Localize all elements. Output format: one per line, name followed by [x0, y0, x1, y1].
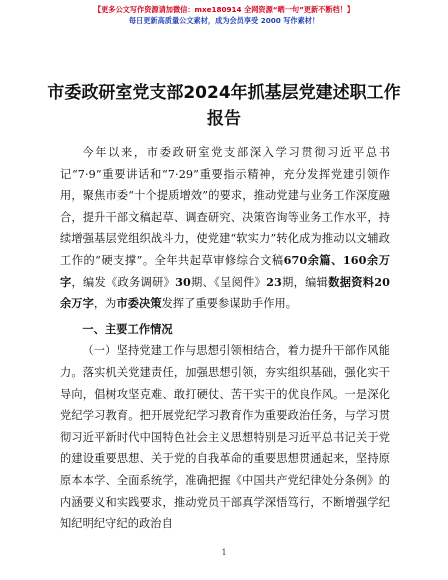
section-heading: 一、主要工作情况	[82, 322, 173, 336]
document-title: 市委政研室党支部2024年抓基层党建述职工作报告	[47, 83, 401, 129]
document-body	[60, 142, 390, 535]
page-number: 1	[221, 548, 227, 557]
section-paragraph: （一）坚持党建工作与思想引领相结合，着力提升干部作风能力。落实机关党建责任，加强思想引领，夯实组织基础，强化实干导向，倡树攻坚克难、敢打硬仗、苦干实干的优良作风。一是深化党纪学习教育。把开展党纪学习教育作为重要政治任务，与学习贯彻习近平新时代中国特色社会主义思想特别是习近平总书记关于党的建设重要思想、关于党的自我革命的重要思想贯通起来，坚持原原本本学、全面系统学，准确把握《中国共产党纪律处分条例》的内涵要义和实践要求，推动党员干部真学深悟笃行，不断增强学纪知纪明纪守纪的政治自	[60, 344, 390, 531]
promo-banner	[0, 4, 448, 26]
intro-paragraph: 今年以来，市委政研室党支部深入学习贯彻习近平总书记“7·9”重要讲话和“7·29”重要指示精神，充分发挥党建引领作用，聚焦市委“十个提质增效”的要求，推动党建与业务工作深度融合，提升干部文稿起草、调查研究、决策咨询等业务工作水平，持续增强基层党组织战斗力，使党建“软实力”转化成为推动以文辅政工作的“硬支撑”。全年共起草审修综合文稿670余篇、160余万字，编发《政务调研》30期、《呈阅件》23期，编辑数据资料20余万字，为市委决策发挥了重要参谋助手作用。	[60, 146, 391, 311]
promo-line-1: 【更多公文写作资源请加微信：mxe180914 全网资源“晒一句”更新不断档！】	[93, 5, 355, 14]
promo-line-2: 每日更新高质量公文素材，成为会员享受 2000 写作素材！	[128, 16, 320, 25]
